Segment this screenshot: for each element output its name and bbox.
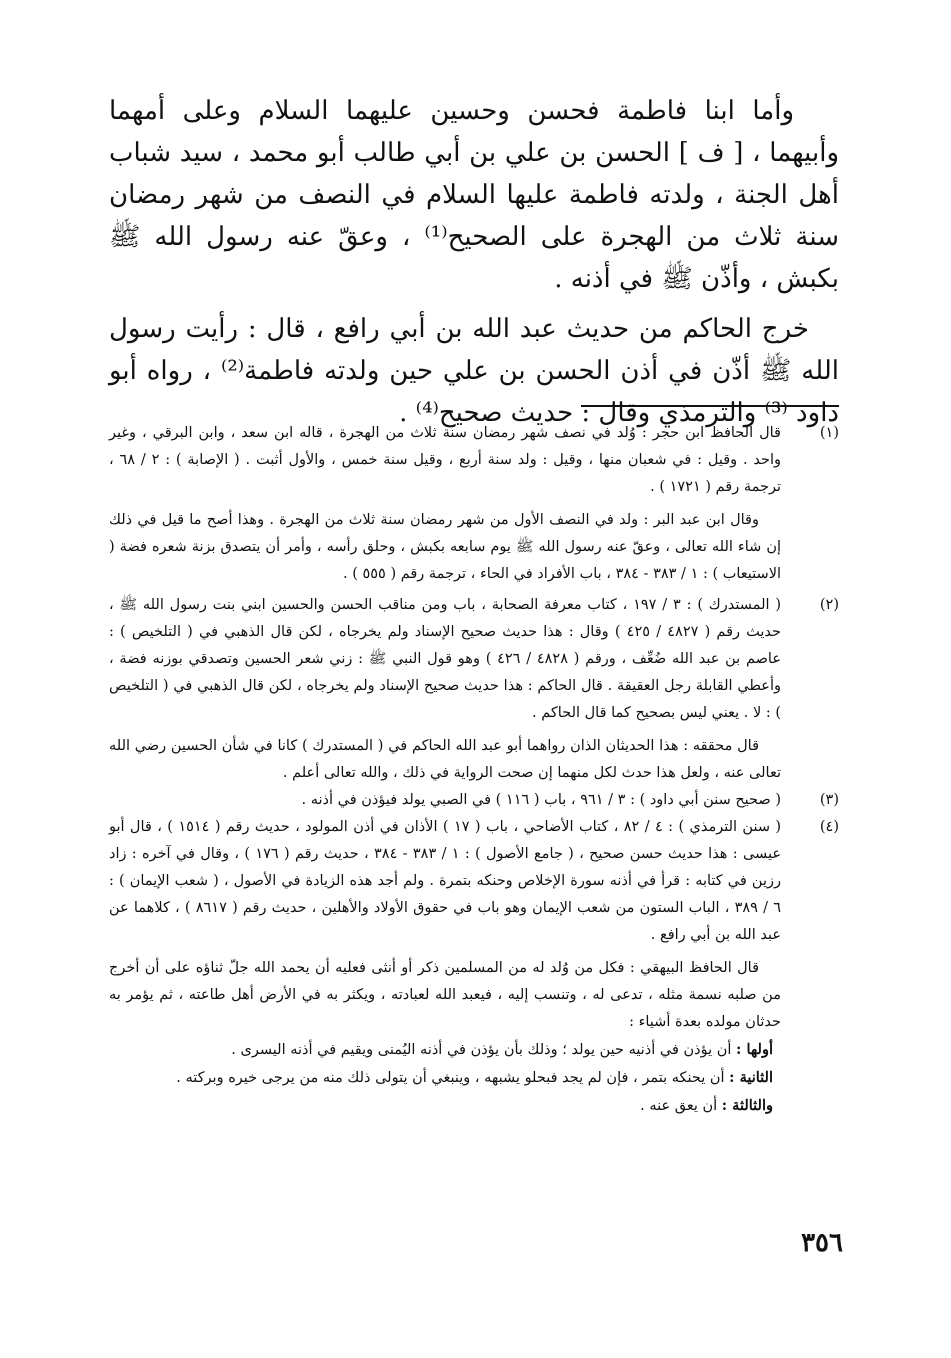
footnote-paragraph: ( المستدرك ) : ٣ / ١٩٧ ، كتاب معرفة الصحابة ، باب ومن مناقب الحسن والحسين ابني بنت رسول الله ﷺ ، حديث رقم ( ٤٨٢٧ / ٤٢٥ ) وقال : هذا حديث صحيح الإسناد ولم يخرجاه ، لكن قال الذهبي في ( التلخيص ) : عاصم بن عبد الله ضُعِّف ، ورقم ( ٤٨٢٨ / ٤٢٦ ) وهو قول النبي ﷺ : زني شعر الحسين وتصدقي بوزنه فضة ، وأعطي القابلة رجل العقيقة . قال الحاكم : هذا حديث صحيح الإسناد ولم يخرجاه ، لكن قال الذهبي في ( التلخيص ) : لا . يعني ليس بصحيح كما قال الحاكم . [109, 597, 782, 721]
footnote-3 [109, 787, 839, 814]
footnote-1 [109, 420, 839, 588]
footnote-number: (٣) [819, 792, 839, 808]
item-text: أن يحنكه بتمر ، فإن لم يجد فبحلو يشبهه ، وينبغي أن يتولى ذلك منه من يرجى خيره وبركته . [176, 1070, 725, 1086]
footnote-paragraph: وقال ابن عبد البر : ولد في النصف الأول من شهر رمضان سنة ثلاث من الهجرة . وهذا أصح ما قيل في ذلك إن شاء الله تعالى ، وعقّ عنه رسول الله ﷺ يوم سابعه بكبش ، وحلق رأسه ، وأمر أن يتصدق بزنة شعره فضة ( الاستيعاب ) : ١ / ٣٨٣ - ٣٨٤ ، باب الأفراد في الحاء ، ترجمة رقم ( ٥٥٥ ) . [109, 512, 781, 582]
item-label: أولها : [736, 1041, 773, 1058]
main-paragraph-2: خرج الحاكم من حديث عبد الله بن أبي رافع ، قال : رأيت رسول الله ﷺ أذّن في أذن الحسن بن علي حين ولدته فاطمة⁽²⁾ ، رواه أبو داود ⁽³⁾ والترمذي وقال : حديث صحيح⁽⁴⁾ . [109, 314, 839, 428]
footnote-paragraph: ( سنن الترمذي ) : ٤ / ٨٢ ، كتاب الأضاحي ، باب ( ١٧ ) الأذان في أذن المولود ، حديث رقم ( ١٥١٤ ) ، قال أبو عيسى : هذا حديث حسن صحيح ، ( جامع الأصول ) : ١ / ٣٨٣ - ٣٨٤ ، حديث رقم ( ١٧٦ ) ، وقال في آخره : زاد رزين في كتابه : قرأ في أذنه سورة الإخلاص وحنكه بتمرة . ولم أجد هذه الزيادة في الأصول ، ( شعب الإيمان ) : ٦ / ٣٨٩ ، الباب الستون من شعب الإيمان وهو باب في حقوق الأولاد والأهلين ، حديث رقم ( ٨٦١٧ ) ، كلاهما عن عبد الله بن أبي رافع . [109, 819, 782, 943]
footnote-4 [109, 814, 839, 1120]
footnote-paragraph: قال الحافظ البيهقي : فكل من وُلد له من المسلمين ذكر أو أنثى فعليه أن يحمد الله جلّ ثناؤه على أن أخرج من صلبه نسمة مثله ، تدعى له ، وتنسب إليه ، فيعبد الله لعبادته ، ويكثر به في الأرض أهل طاعته ، ثم يؤمر به حدثان مولده بعدة أشياء : [109, 960, 781, 1030]
footnote-paragraph: قال محققه : هذا الحديثان الذان رواهما أبو عبد الله الحاكم في ( المستدرك ) كانا في شأن الحسين رضي الله تعالى عنه ، ولعل هذا حدث لكل منهما إن صحت الرواية في ذلك ، والله تعالى أعلم . [109, 738, 781, 781]
footnote-list-item [109, 1064, 781, 1092]
main-text [109, 90, 839, 442]
main-paragraph-1: وأما ابنا فاطمة فحسن وحسين عليهما السلام وعلى أمهما وأبيهما ، [ ف ] الحسن بن علي بن أبي طالب أبو محمد ، سيد شباب أهل الجنة ، ولدته فاطمة عليها السلام في النصف من شهر رمضان سنة ثلاث من الهجرة على الصحيح⁽¹⁾ ، وعقّ عنه رسول الله ﷺ بكبش ، وأذّن ﷺ في أذنه . [109, 96, 839, 294]
footnote-separator [581, 405, 839, 407]
item-text: أن يعق عنه . [640, 1098, 718, 1114]
footnotes [109, 420, 839, 1120]
footnote-paragraph: ( صحيح سنن أبي داود ) : ٣ / ٩٦١ ، باب ( ١١٦ ) في الصبي يولد فيؤذن في أذنه . [301, 792, 781, 808]
page-number: ٣٥٦ [801, 1228, 843, 1258]
footnote-list-item [109, 1092, 781, 1120]
footnote-paragraph: قال الحافظ ابن حجر : وُلد في نصف شهر رمضان سنة ثلاث من الهجرة ، قاله ابن سعد ، وابن البرقي ، وغير واحد . وقيل : في شعبان منها ، وقيل : ولد سنة أربع ، وقيل سنة خمس ، والأول أثبت . ( الإصابة ) : ٢ / ٦٨ ، ترجمة رقم ( ١٧٢١ ) . [109, 425, 781, 495]
footnote-list-item [109, 1036, 781, 1064]
footnote-number: (٢) [819, 597, 839, 613]
footnote-2 [109, 592, 839, 787]
item-text: أن يؤذن في أذنيه حين يولد ؛ وذلك بأن يؤذن في أذنه اليُمنى ويقيم في أذنه اليسرى . [231, 1042, 732, 1058]
footnote-number: (١) [819, 425, 839, 441]
item-label: الثانية : [729, 1069, 773, 1086]
item-label: والثالثة : [721, 1097, 773, 1114]
footnote-number: (٤) [819, 819, 839, 835]
